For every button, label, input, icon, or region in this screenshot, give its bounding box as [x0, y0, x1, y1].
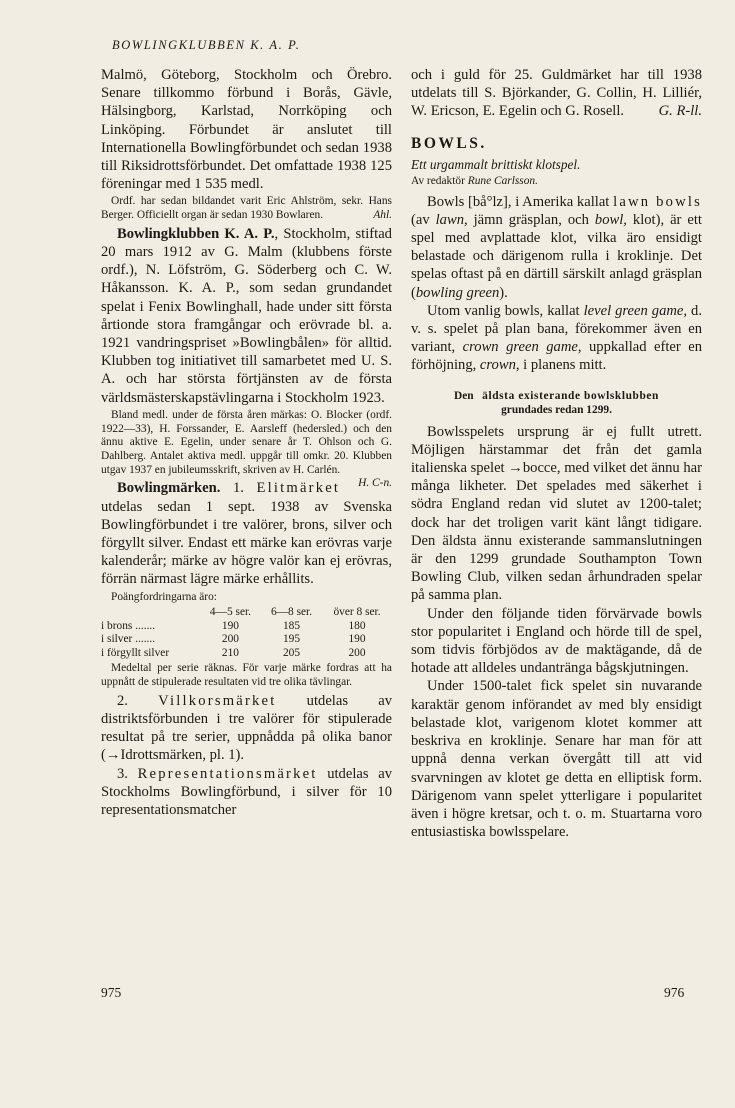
row-label: i brons ....... — [101, 619, 156, 632]
left-column — [101, 66, 392, 819]
row-value: 185 — [282, 619, 301, 632]
term-villkorsmarket: Villkorsmärket — [158, 692, 277, 709]
paragraph-federation: Malmö, Göteborg, Stockholm och Örebro. Senare tillkommo förbund i Borås, Gävle, Hälsingborg, Karlstad, Norrköping och Linköping. Förbundet är anslutet till Internationella Bowlingförbundet och sedan 1938 till Riksidrottsförbundet. Det omfattade 1938 125 föreningar med 1 535 medl. — [101, 67, 392, 193]
row-label: i förgyllt silver — [101, 646, 170, 659]
term-level-green: level green game, — [583, 302, 688, 319]
table-head-4-5: 4—5 ser. — [209, 606, 252, 619]
variants-text-c: uppkallad efter en förhöjning, — [411, 339, 703, 374]
note-federation-text: Ordf. har sedan bildandet varit Eric Ahlström, sekr. Hans Berger. Officiellt organ är sedan 1930 Bowlaren. — [101, 195, 392, 222]
definition-text-b: (av — [411, 211, 436, 228]
row-value: 200 — [221, 633, 239, 646]
term-lawn: lawn, — [435, 211, 468, 228]
byline-prefix: Av redaktör — [411, 174, 468, 187]
variants-text-a: Utom vanlig bowls, kallat — [427, 302, 584, 319]
entry-bowlingmarken — [101, 479, 392, 588]
row-value: 180 — [348, 619, 366, 632]
signature-hcn: H. C-n. — [358, 477, 392, 490]
subhead-part-c: grundades redan 1299. — [501, 403, 612, 416]
definition-text-e: ). — [499, 284, 508, 301]
row-value: 190 — [348, 633, 366, 646]
article-subtitle: Ett urgammalt brittiskt klotspel. — [411, 156, 581, 172]
paragraph-1500s: Under 1500-talet fick spelet sin nuvarande karaktär genom införandet av med bly ensidigt belastade klot, varigenom klotet kommer att beskriva en kroklinje. Senare har man för att uppnå denna verkan övergått till att vid svarvningen av klotet ge detta en elliptisk form. Därigenom vann spelet ytterligare i popularitet även i högre kretsar, och t. o. m. Stuartarna voro entusiastiska bowlsspelare. — [411, 678, 702, 841]
row-value: 200 — [348, 646, 366, 659]
entry-representationsmarket-text: utdelas av Stockholms Bowlingförbund, i silver för 10 representationsmatcher — [101, 765, 392, 818]
paragraph-popularity: Under den följande tiden förvärvade bowls stor popularitet i England och hörde till de spel, som tidvis förbjödos av de maktägande, då de hotade att alldeles undantränga bågskjutningen. — [411, 605, 702, 677]
running-header: BOWLINGKLUBBEN K. A. P. — [112, 38, 301, 52]
entry-representationsmarket — [101, 765, 392, 820]
paragraph-guldmarket-text: och i guld för 25. Guldmärket har till 1938 utdelats till S. Björkander, G. Collin, H. Lilliér, W. Ericson, E. Egelin och G. Rosell. — [411, 67, 702, 120]
entry-bowlingklubben — [101, 225, 392, 407]
paragraph-origin: Bowlsspelets ursprung är ej fullt utrett. Möjligen härstammar det från det gamla italienska spelet →bocce, med vilket det ännu har många likheter. Det spelades med säkerhet i södra England redan vid slutet av 1200-talet; dock har det troligen varit känt långt tidigare. Den äldsta ännu existerande sammanslutningen är den 1299 grundade Southampton Town Bowling Club, vilken sedan århundraden spelar på samma plan. — [411, 423, 702, 604]
points-table — [101, 606, 392, 660]
term-crown: crown, — [479, 357, 520, 374]
lemma-bowlingklubben: Bowlingklubben K. A. P. — [117, 225, 275, 242]
term-representationsmarket: Representationsmärket — [137, 765, 318, 782]
paragraph-definition — [411, 193, 702, 302]
signature-grll: G. R-ll. — [658, 103, 702, 120]
term-bowl: bowl, — [594, 211, 627, 228]
entry-bowlingmarken-text: utdelas sedan 1 sept. 1938 av Svenska Bowlingförbundet i tre valörer, brons, silver och förgyllt silver. Endast ett märke kan erövras varje kalenderår; märke av högre valör kan ej erövras, förrän närmast lägre märke erhållits. — [101, 498, 392, 588]
paragraph-variants — [411, 302, 702, 375]
row-value: 195 — [282, 633, 301, 646]
variants-text-d: i planens mitt. — [519, 357, 607, 374]
page-number-right: 976 — [664, 985, 685, 1000]
byline-author: Rune Carlsson. — [467, 174, 538, 187]
note-members-text: Bland medl. under de första åren märkas: O. Blocker (ordf. 1922—33), H. Forssander, E. Aarsleff (hedersled.) och den ännu aktive E. Egelin, under senare år T. Ohlson och G. Dahlberg. Antalet aktiva medl. uppgår till omkr. 20. Klubben utgav 1937 en jubileumsskrift, skriven av H. Carlén. — [101, 408, 392, 476]
byline — [411, 175, 702, 187]
term-crown-green: crown green game, — [462, 339, 582, 356]
table-head-empty — [101, 606, 200, 620]
table-row — [101, 633, 392, 647]
row-value: 210 — [221, 646, 239, 659]
row-value: 190 — [221, 619, 239, 632]
row-label: i silver ....... — [101, 633, 156, 646]
right-column — [411, 66, 702, 841]
table-intro: Poängfordringarna äro: — [111, 590, 217, 603]
subhead-part-a: Den — [453, 389, 474, 402]
entry-villkorsmarket — [101, 692, 392, 765]
table-row — [101, 620, 392, 634]
table-head-6-8: 6—8 ser. — [270, 606, 313, 619]
table-head-over-8: över 8 ser. — [333, 606, 381, 619]
note-federation — [101, 195, 392, 222]
signature-ahl: Ahl. — [373, 209, 392, 222]
row-value: 205 — [282, 646, 301, 659]
entry-bowlingklubben-text: , Stockholm, stiftad 20 mars 1912 av G. Malm (klubbens förste ordf.), N. Löfström, G. Söderberg och C. W. Håkansson. K. A. P., som sedan grundandet spelat i Fenix Bowlinghall, hade under sitt första årtionde stora framgångar och erövrade bl. a. 1921 vandringspriset »Bowlingbålen» för alltid. Klubben tog initiativet till samarbetet med U. S. A. och har största förtjänsten av de första världsmästerskapstävlingarna i Stockholm 1923. — [101, 225, 392, 406]
definition-text-d: klot), är ett spel med avplattade klot, vilka äro ensidigt belastade och därigenom rulla i kroklinje. Det spelas oftast på en därtill särskilt anlagd gräsplan ( — [411, 211, 702, 301]
entry-villkorsmarket-text: utdelas av distriktsförbunden i tre valörer för stipulerade resultat på tre serier, uppnådda på olika banor (→Idrottsmärken, pl. 1). — [101, 692, 392, 764]
term-elitmarket: Elitmärket — [256, 480, 341, 497]
table-header-row — [101, 606, 392, 620]
article-title-bowls: BOWLS. — [411, 134, 487, 152]
definition-text-c: jämn gräsplan, och — [467, 211, 595, 228]
subhead-part-b: äldsta existerande bowlsklubben — [482, 389, 659, 402]
paragraph-guldmarket — [411, 66, 702, 121]
note-average: Medeltal per serie räknas. För varje märke fordras att ha uppnått de stipulerade resultaten vid tre olika tävlingar. — [101, 662, 392, 688]
table-row — [101, 647, 392, 661]
definition-text-a: Bowls [bå°lz], i Amerika kallat — [427, 193, 614, 210]
term-bowling-green: bowling green — [415, 284, 500, 301]
item-number-2: 2. — [117, 692, 159, 709]
section-subhead — [411, 389, 702, 417]
item-number-1: 1. — [220, 480, 257, 497]
term-lawn-bowls: lawn bowls — [613, 193, 703, 210]
variants-text-b: d. v. s. spelet på plan bana, förekommer även en variant, — [411, 302, 702, 356]
item-number-3: 3. — [117, 765, 138, 782]
lemma-bowlingmarken: Bowlingmärken. — [117, 480, 221, 497]
page-number-left: 975 — [101, 985, 122, 1000]
